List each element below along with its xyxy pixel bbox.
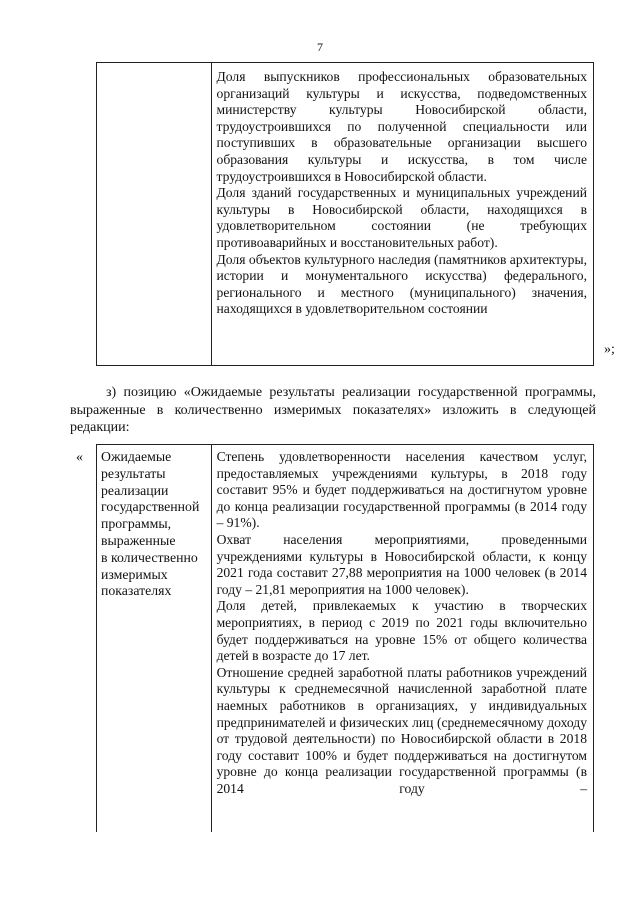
row-header-line: программы, xyxy=(101,516,172,532)
row-header-line: измеримых xyxy=(101,566,168,582)
table-left-cell xyxy=(97,63,212,365)
result-paragraph: Отношение средней заработной платы работников учреждений культуры к среднемесячной начисленной заработной плате наемных работников в организациях, у индивидуальных предпринимателей и физических лиц (среднемесячному доходу от трудовой деятельности) по Новосибирской области в 2018 году составит 100% и будет поддерживаться на достигнутом уровне до конца реализации государственной программы (в 2014 году – xyxy=(216,664,587,796)
row-header-line: выраженные xyxy=(101,532,176,548)
closing-quote-mark: »; xyxy=(604,342,615,357)
row-header-line: показателях xyxy=(101,583,172,599)
table-row-header xyxy=(97,445,212,832)
indicator-paragraph: Доля зданий государственных и муниципальных учреждений культуры в Новосибирской области, находящихся в удовлетворительном состоянии (не требующих противоаварийных и восстановительных работ). xyxy=(216,185,587,250)
table-right-cell xyxy=(212,445,593,832)
row-header-line: в количественно xyxy=(101,549,198,565)
row-header-line: результаты xyxy=(101,465,166,481)
row-header-line: Ожидаемые xyxy=(101,449,172,464)
table-right-cell xyxy=(212,63,593,365)
row-header-line: реализации xyxy=(101,482,169,498)
amendment-instruction xyxy=(70,384,596,437)
row-header-line: государственной xyxy=(101,499,200,515)
page-number: 7 xyxy=(317,40,323,54)
indicator-paragraph: Доля объектов культурного наследия (памятников архитектуры, истории и монументального искусства) федерального, регионального и местного (муниципального) значения, находящихся в удовлетворительном состоянии xyxy=(216,251,587,317)
instruction-text: з) позицию «Ожидаемые результаты реализации государственной программы, выраженные в количественно измеримых показателях» изложить в следующей редакции: xyxy=(70,385,596,435)
continued-table xyxy=(96,62,594,366)
indicator-paragraph: Доля выпускников профессиональных образовательных организаций культуры и искусства, подведомственных министерству культуры Новосибирской области, трудоустроившихся по полученной специальности или поступивших в образовательные организации высшего образования культуры и искусства, в том числе трудоустроившихся в Новосибирской области. xyxy=(216,69,587,184)
result-paragraph: Доля детей, привлекаемых к участию в творческих мероприятиях, в период с 2019 по 2021 годы включительно будет поддерживаться на уровне 15% от общего количества детей в возрасте до 17 лет. xyxy=(216,598,587,664)
new-edition-table xyxy=(96,444,594,832)
result-paragraph: Охват населения мероприятиями, проведенными учреждениями культуры в Новосибирской области, к концу 2021 года составит 27,88 мероприятия на 1000 человек (в 2014 году – 21,81 мероприятия на 1000 человек). xyxy=(216,531,587,597)
result-paragraph: Степень удовлетворенности населения качеством услуг, предоставляемых учреждениями культуры, в 2018 году составит 95% и будет поддерживаться на достигнутом уровне до конца реализации государственной программы (в 2014 году – 91%). xyxy=(216,449,587,531)
opening-quote-mark: « xyxy=(76,450,83,465)
